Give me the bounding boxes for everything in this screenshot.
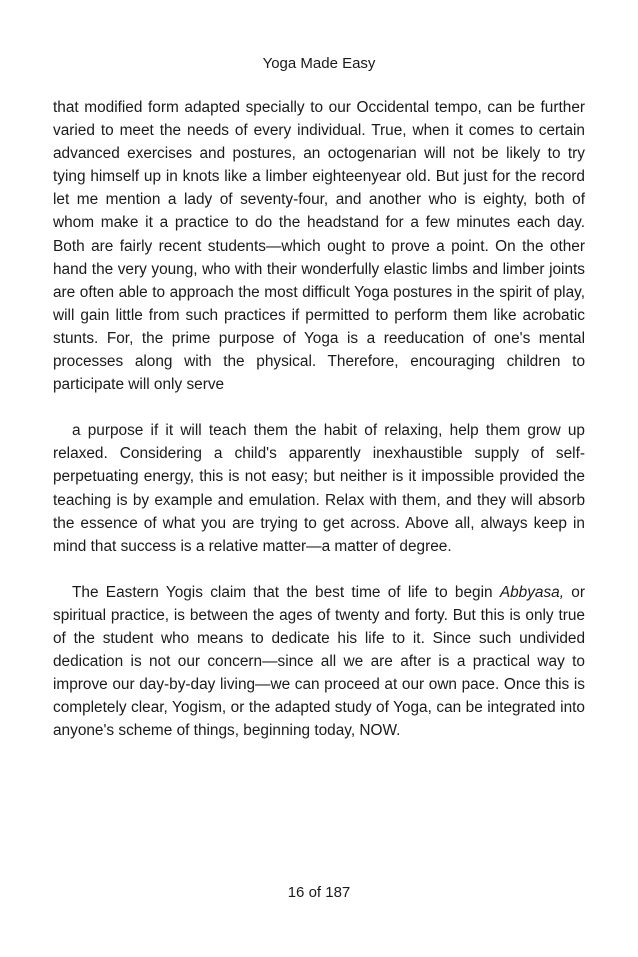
italic-term: Abbyasa, (499, 583, 565, 601)
running-header: Yoga Made Easy (262, 55, 376, 72)
paragraph-1: that modified form adapted specially to our Occidental tempo, can be further varied to meet the needs of every individual. True, when it comes to certain advanced exercises and postures, an octogenarian will not be likely to try tying himself up in knots like a limber eighteenyear old. But just for the record let me mention a lady of seventy-four, and another who is eighty, both of whom make it a practice to do the headstand for a few minutes each day. Both are fairly recent students—which ought to prove a point. On the other hand the very young, who with their wonderfully elastic limbs and limber joints are often able to approach the most difficult Yoga postures in the spirit of play, will gain little from such practices if permitted to perform them like acrobatic stunts. For, the prime purpose of Yoga is a reeducation of one's mental processes along with the physical. Therefore, encouraging children to participate will only serve (53, 99, 585, 394)
paragraph-3-rest: or spiritual practice, is between the ages of twenty and forty. But this is only true of the student who means to dedicate his life to it. Since such undivided dedication is not our concern—since all we are after is a practical way to improve our day-by-day living—we can proceed at our own pace. Once this is completely clear, Yogism, or the adapted study of Yoga, can be integrated into anyone's scheme of things, beginning today, NOW. (53, 583, 585, 740)
page-number: 16 of 187 (287, 884, 351, 901)
body-text (53, 96, 585, 742)
paragraph-3 (53, 581, 585, 743)
paragraph-3-lead: The Eastern Yogis claim that the best time of life to begin (72, 583, 500, 601)
paragraph-2: a purpose if it will teach them the habit of relaxing, help them grow up relaxed. Considering a child's apparently inexhaustible supply of self-perpetuating energy, this is not easy; but neither is it impossible provided the teaching is by example and emulation. Relax with them, and they will absorb the essence of what you are trying to get across. Above all, always keep in mind that success is a relative matter—a matter of degree. (53, 422, 585, 555)
